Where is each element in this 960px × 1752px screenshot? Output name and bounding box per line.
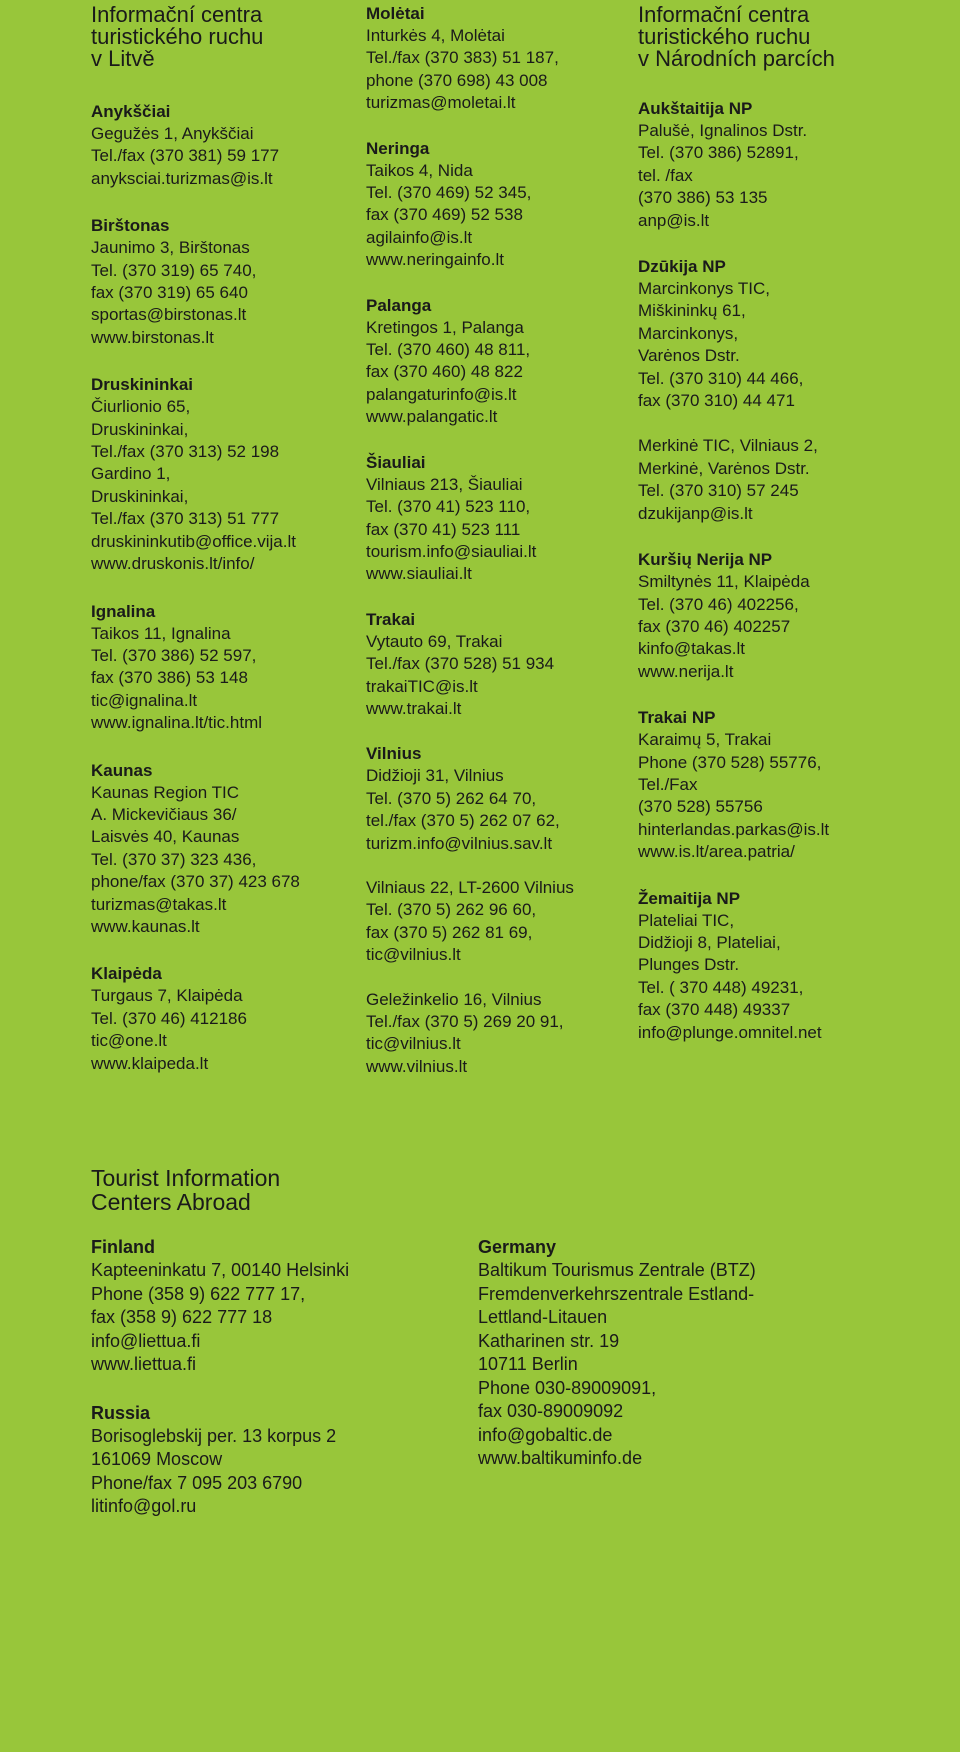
entry-line: fax (370 460) 48 822 [366, 362, 523, 382]
entry-line: fax 030-89009092 [478, 1401, 624, 1421]
entry-line: Vytauto 69, Trakai [366, 631, 503, 651]
contact-entry [91, 214, 351, 349]
entry-line: Druskininkai, [91, 419, 189, 439]
contact-entry [638, 435, 938, 525]
entry-line: info@liettua.fi [91, 1330, 201, 1351]
lithuania-column [91, 4, 351, 1075]
spacer [91, 1377, 451, 1401]
entry-line: tic@vilnius.lt [366, 945, 461, 965]
spacer [91, 349, 351, 373]
contact-entry [91, 1235, 451, 1377]
entry-name: Russia [91, 1402, 151, 1423]
entry-name: Molėtai [366, 4, 425, 23]
entry-line: www.nerija.lt [638, 661, 734, 681]
contact-entry [366, 137, 636, 272]
entry-line: info@plunge.omnitel.net [638, 1022, 822, 1042]
entry-line: www.kaunas.lt [91, 916, 200, 936]
entry-line: Miškininkų 61, [638, 301, 746, 321]
entry-line: Tel. (370 46) 412186 [91, 1008, 247, 1028]
contact-entry [366, 451, 636, 586]
entry-line: tourism.info@siauliai.lt [366, 541, 537, 561]
spacer [91, 938, 351, 962]
entry-line: Gegužės 1, Anykščiai [91, 124, 254, 143]
entry-line: anyksciai.turizmas@is.lt [91, 168, 273, 188]
entry-line: Druskininkai, [91, 486, 189, 506]
spacer [366, 855, 636, 877]
entry-line: anp@is.lt [638, 210, 710, 230]
parks-heading [638, 4, 938, 70]
entry-line: Smiltynės 11, Klaipėda [638, 572, 810, 592]
entry-line: Tel. (370 469) 52 345, [366, 183, 532, 203]
entry-name: Vilnius [366, 744, 422, 764]
spacer [638, 864, 938, 887]
contact-entry [366, 608, 636, 721]
contact-entry [638, 548, 938, 683]
entry-line: Borisoglebskij per. 13 korpus 2 [91, 1425, 337, 1446]
entry-line: agilainfo@is.lt [366, 227, 473, 247]
entry-line: Plunges Dstr. [638, 955, 740, 975]
entry-line: Merkinė TIC, Vilniaus 2, [638, 436, 818, 456]
entry-name: Trakai NP [638, 708, 716, 728]
spacer [366, 272, 636, 294]
entry-line: Merkinė, Varėnos Dstr. [638, 458, 810, 478]
entry-line: A. Mickevičiaus 36/ [91, 804, 237, 824]
entry-line: 10711 Berlin [478, 1354, 578, 1374]
entry-line: fax (370 469) 52 538 [366, 205, 523, 225]
entry-line: sportas@birstonas.lt [91, 305, 247, 325]
entry-line: Marcinkonys, [638, 323, 739, 343]
abroad-heading [91, 1166, 931, 1214]
entry-line: dzukijanp@is.lt [638, 503, 753, 523]
entry-line: Phone (370 528) 55776, [638, 752, 822, 772]
spacer [366, 586, 636, 608]
entry-name: Aukštaitija NP [638, 99, 753, 118]
entry-line: (370 386) 53 135 [638, 188, 768, 208]
spacer [638, 412, 938, 435]
entry-name: Ignalina [91, 601, 156, 621]
heading-line: Informační centra [91, 2, 263, 27]
entry-line: Katharinen str. 19 [478, 1330, 620, 1351]
entry-line: Lettland-Litauen [478, 1307, 608, 1327]
abroad-left-column [91, 1235, 451, 1519]
entry-line: www.druskonis.lt/info/ [91, 554, 255, 574]
entry-name: Trakai [366, 609, 416, 629]
entry-line: tic@ignalina.lt [91, 690, 198, 710]
heading-line: Centers Abroad [91, 1189, 251, 1215]
entry-line: tic@vilnius.lt [366, 1034, 461, 1054]
entry-line: Laisvės 40, Kaunas [91, 827, 240, 847]
entry-line: Kretingos 1, Palanga [366, 317, 524, 337]
contact-entry [638, 887, 938, 1044]
entry-line: Čiurlionio 65, [91, 397, 191, 417]
heading-line: Tourist Information [91, 1165, 281, 1191]
heading-line: v Národních parcích [638, 46, 835, 71]
contact-entry [366, 742, 636, 855]
entry-line: palangaturinfo@is.lt [366, 384, 517, 404]
spacer [366, 115, 636, 137]
entry-line: Baltikum Tourismus Zentrale (BTZ) [478, 1260, 756, 1280]
entry-line: Tel. (370 386) 52891, [638, 143, 799, 163]
spacer [638, 232, 938, 255]
entry-name: Germany [478, 1237, 557, 1257]
entry-name: Druskininkai [91, 375, 194, 395]
entry-line: Tel. (370 460) 48 811, [366, 340, 531, 360]
entry-line: fax (370 386) 53 148 [91, 668, 248, 688]
entry-name: Birštonas [91, 216, 170, 236]
entry-line: www.vilnius.lt [366, 1056, 468, 1076]
entry-line: fax (370 46) 402257 [638, 616, 791, 636]
entry-line: Taikos 11, Ignalina [91, 623, 231, 643]
entry-line: Varėnos Dstr. [638, 346, 740, 366]
entry-line: Tel. (370 310) 44 466, [638, 368, 804, 388]
entry-line: Tel./fax (370 313) 52 198 [91, 442, 280, 462]
contact-entry [91, 759, 351, 939]
entry-line: Kaunas Region TIC [91, 782, 240, 802]
entry-line: Tel. (370 386) 52 597, [91, 645, 257, 665]
entry-line: Tel. (370 46) 402256, [638, 594, 799, 614]
entry-line: Didžioji 31, Vilnius [366, 766, 504, 786]
entry-line: tel./fax (370 5) 262 07 62, [366, 811, 560, 831]
entry-name: Šiauliai [366, 452, 426, 472]
heading-line: Informační centra [638, 2, 810, 27]
entry-line: trakaiTIC@is.lt [366, 676, 478, 696]
contact-entry [91, 600, 351, 735]
entry-line: phone/fax (370 37) 423 678 [91, 872, 300, 892]
entry-line: fax (370 41) 523 111 [366, 519, 521, 539]
parks-column [638, 4, 938, 1044]
entry-line: Palušė, Ignalinos Dstr. [638, 121, 808, 140]
entry-line: www.baltikuminfo.de [478, 1448, 643, 1468]
entry-name: Anykščiai [91, 102, 171, 121]
entry-line: turizmas@takas.lt [91, 894, 227, 914]
contact-entry [91, 373, 351, 575]
entry-line: Tel. (370 319) 65 740, [91, 260, 257, 280]
entry-line: Tel. (370 5) 262 96 60, [366, 900, 537, 920]
entry-line: www.birstonas.lt [91, 327, 214, 347]
entry-line: www.klaipeda.lt [91, 1053, 209, 1073]
contact-entry [366, 294, 636, 429]
entry-line: fax (370 5) 262 81 69, [366, 922, 533, 942]
entry-line: Tel. (370 41) 523 110, [366, 497, 531, 517]
heading-line: turistického ruchu [91, 24, 264, 49]
entry-line: 161069 Moscow [91, 1449, 223, 1469]
entry-line: hinterlandas.parkas@is.lt [638, 819, 830, 839]
entry-line: Tel. (370 37) 323 436, [91, 849, 257, 869]
entry-line: Phone 030-89009091, [478, 1377, 657, 1398]
spacer [638, 525, 938, 548]
entry-name: Klaipėda [91, 964, 162, 984]
entry-line: www.liettua.fi [91, 1354, 197, 1374]
entry-line: Tel. (370 5) 262 64 70, [366, 788, 537, 808]
entry-line: Vilniaus 22, LT-2600 Vilnius [366, 877, 574, 897]
entry-line: www.is.lt/area.patria/ [638, 842, 795, 862]
contact-entry [366, 989, 636, 1079]
entry-name: Dzūkija NP [638, 257, 726, 277]
entry-line: turizmas@moletai.lt [366, 93, 516, 113]
entry-line: Fremdenverkehrszentrale Estland- [478, 1283, 755, 1304]
entry-line: www.trakai.lt [366, 698, 462, 718]
entry-name: Kuršių Nerija NP [638, 550, 773, 570]
entry-line: fax (370 319) 65 640 [91, 283, 248, 303]
entry-line: Marcinkonys TIC, [638, 279, 770, 299]
entry-line: www.ignalina.lt/tic.html [91, 713, 263, 733]
contact-entry [638, 255, 938, 412]
lithuania-entries-2 [366, 2, 636, 1078]
entry-line: fax (370 310) 44 471 [638, 391, 795, 411]
entry-line: Tel. ( 370 448) 49231, [638, 977, 804, 997]
entry-line: litinfo@gol.ru [91, 1496, 197, 1516]
entry-line: fax (370 448) 49337 [638, 1000, 791, 1020]
abroad-section [91, 1165, 931, 1516]
entry-line: Tel. (370 310) 57 245 [638, 481, 799, 501]
heading-line: turistického ruchu [638, 24, 811, 49]
spacer [91, 70, 351, 100]
entry-line: tic@one.lt [91, 1031, 167, 1051]
entry-line: tel. /fax [638, 165, 693, 185]
entry-name: Neringa [366, 138, 430, 158]
entry-name: Žemaitija NP [638, 888, 741, 908]
entry-line: Phone/fax 7 095 203 6790 [91, 1472, 303, 1493]
parks-entries [638, 97, 938, 1044]
spacer [91, 735, 351, 759]
entry-line: Didžioji 8, Plateliai, [638, 932, 781, 952]
entry-line: Tel./fax (370 313) 51 777 [91, 509, 280, 529]
contact-entry [91, 1401, 451, 1519]
entry-line: Kapteeninkatu 7, 00140 Helsinki [91, 1260, 350, 1280]
entry-line: Plateliai TIC, [638, 910, 735, 930]
entry-line: Tel./Fax [638, 774, 698, 794]
contact-entry [366, 877, 636, 967]
contact-entry [91, 962, 351, 1075]
entry-line: Tel./fax (370 528) 51 934 [366, 654, 555, 674]
contact-entry [91, 100, 351, 190]
entry-line: Taikos 4, Nida [366, 160, 473, 180]
spacer [638, 683, 938, 706]
entry-line: Turgaus 7, Klaipėda [91, 986, 243, 1006]
spacer [91, 576, 351, 600]
entry-line: fax (358 9) 622 777 18 [91, 1307, 273, 1327]
spacer [366, 967, 636, 989]
contact-entry [638, 706, 938, 863]
entry-line: info@gobaltic.de [478, 1424, 613, 1445]
abroad-right-column [478, 1235, 858, 1471]
entry-line: Tel./fax (370 381) 59 177 [91, 146, 280, 166]
entry-name: Palanga [366, 295, 432, 315]
entry-name: Finland [91, 1237, 155, 1257]
contact-entry [478, 1235, 858, 1471]
entry-line: Gardino 1, [91, 464, 171, 484]
lithuania-column-2 [366, 2, 636, 1078]
entry-line: www.siauliai.lt [366, 564, 472, 584]
entry-line: turizm.info@vilnius.sav.lt [366, 833, 553, 853]
entry-line: www.neringainfo.lt [366, 250, 504, 270]
entry-name: Kaunas [91, 760, 153, 780]
entry-line: druskininkutib@office.vija.lt [91, 531, 296, 551]
spacer [638, 70, 938, 97]
entry-line: www.palangatic.lt [366, 407, 498, 427]
spacer [366, 720, 636, 742]
entry-line: Tel./fax (370 383) 51 187, [366, 48, 559, 68]
entry-line: Jaunimo 3, Birštonas [91, 238, 250, 258]
entry-line: phone (370 698) 43 008 [366, 70, 548, 90]
entry-line: Tel./fax (370 5) 269 20 91, [366, 1012, 564, 1031]
contact-entry [366, 2, 636, 115]
entry-line: Phone (358 9) 622 777 17, [91, 1283, 306, 1304]
lithuania-entries [91, 100, 351, 1075]
spacer [91, 190, 351, 214]
entry-line: (370 528) 55756 [638, 797, 763, 817]
lithuania-heading [91, 4, 351, 70]
entry-line: kinfo@takas.lt [638, 639, 746, 659]
entry-line: Karaimų 5, Trakai [638, 730, 772, 750]
entry-line: Inturkės 4, Molėtai [366, 26, 505, 45]
entry-line: Geležinkelio 16, Vilnius [366, 989, 542, 1009]
contact-entry [638, 97, 938, 232]
heading-line: v Litvě [91, 46, 155, 71]
entry-line: Vilniaus 213, Šiauliai [366, 474, 523, 494]
spacer [366, 429, 636, 451]
